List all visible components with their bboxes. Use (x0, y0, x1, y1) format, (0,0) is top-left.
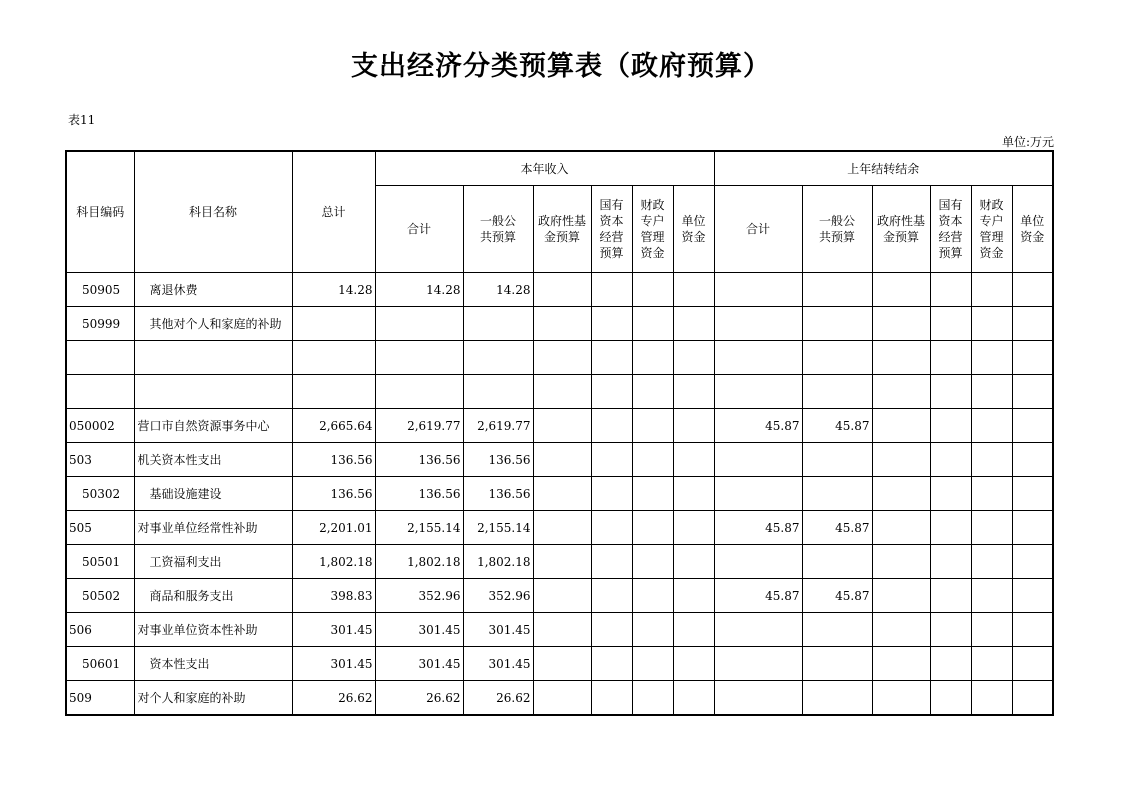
table-row (66, 613, 1053, 647)
cell-cur-fund (533, 545, 591, 579)
cell-cur-sum: 1,802.18 (375, 545, 463, 579)
cell-co-fund (872, 341, 930, 375)
cell-co-fiscal (971, 443, 1012, 477)
cell-co-fund (872, 443, 930, 477)
cell-co-sum: 45.87 (714, 409, 802, 443)
cell-name: 对事业单位经常性补助 (134, 511, 292, 545)
table-row (66, 579, 1053, 613)
cell-co-state (930, 443, 971, 477)
cell-co-fund (872, 375, 930, 409)
cell-cur-unit (673, 647, 714, 681)
cell-cur-state (591, 681, 632, 716)
cell-cur-unit (673, 545, 714, 579)
cell-cur-fiscal (632, 307, 673, 341)
cell-total: 398.83 (292, 579, 375, 613)
cell-co-fund (872, 477, 930, 511)
cell-code: 50302 (66, 477, 134, 511)
cell-co-fund (872, 307, 930, 341)
cell-total: 26.62 (292, 681, 375, 716)
cell-cur-fund (533, 307, 591, 341)
cell-cur-fiscal (632, 579, 673, 613)
cell-co-unit (1012, 375, 1053, 409)
cell-name: 商品和服务支出 (134, 579, 292, 613)
cell-cur-fund (533, 273, 591, 307)
cell-cur-state (591, 307, 632, 341)
cell-co-sum (714, 545, 802, 579)
cell-co-general: 45.87 (802, 579, 872, 613)
cell-total: 14.28 (292, 273, 375, 307)
cell-cur-unit (673, 579, 714, 613)
cell-co-unit (1012, 545, 1053, 579)
cell-cur-sum: 136.56 (375, 443, 463, 477)
cell-co-fiscal (971, 511, 1012, 545)
cell-cur-unit (673, 681, 714, 716)
cell-code: 509 (66, 681, 134, 716)
cell-name: 资本性支出 (134, 647, 292, 681)
cell-co-general (802, 307, 872, 341)
cell-co-unit (1012, 613, 1053, 647)
cell-cur-state (591, 647, 632, 681)
cell-co-unit (1012, 647, 1053, 681)
cell-co-state (930, 409, 971, 443)
cell-cur-sum (375, 375, 463, 409)
table-number: 表11 (68, 113, 96, 127)
table-row (66, 409, 1053, 443)
cell-cur-state (591, 511, 632, 545)
cell-cur-unit (673, 341, 714, 375)
cell-co-general (802, 477, 872, 511)
header-co-fund: 政府性基金预算 (872, 186, 930, 273)
cell-cur-fund (533, 409, 591, 443)
cell-cur-state (591, 273, 632, 307)
cell-co-general (802, 681, 872, 716)
cell-cur-unit (673, 613, 714, 647)
cell-cur-sum: 352.96 (375, 579, 463, 613)
cell-cur-state (591, 443, 632, 477)
cell-name: 工资福利支出 (134, 545, 292, 579)
budget-table (65, 150, 1054, 716)
cell-co-fiscal (971, 307, 1012, 341)
header-co-fiscal: 财政专户管理资金 (971, 186, 1012, 273)
cell-cur-unit (673, 511, 714, 545)
cell-cur-general: 2,155.14 (463, 511, 533, 545)
cell-code: 50905 (66, 273, 134, 307)
table-row (66, 681, 1053, 716)
cell-co-sum (714, 307, 802, 341)
cell-code: 50502 (66, 579, 134, 613)
cell-co-fiscal (971, 341, 1012, 375)
cell-name: 对个人和家庭的补助 (134, 681, 292, 716)
cell-co-sum: 45.87 (714, 511, 802, 545)
cell-co-general (802, 375, 872, 409)
cell-co-unit (1012, 579, 1053, 613)
table-row (66, 341, 1053, 375)
cell-co-fund (872, 681, 930, 716)
cell-co-fiscal (971, 409, 1012, 443)
header-name: 科目名称 (134, 151, 292, 273)
cell-cur-fiscal (632, 613, 673, 647)
cell-total: 2,665.64 (292, 409, 375, 443)
cell-total: 136.56 (292, 477, 375, 511)
cell-cur-general: 26.62 (463, 681, 533, 716)
cell-co-sum (714, 477, 802, 511)
cell-cur-unit (673, 375, 714, 409)
cell-cur-general: 352.96 (463, 579, 533, 613)
cell-cur-fiscal (632, 477, 673, 511)
cell-cur-general: 301.45 (463, 613, 533, 647)
cell-co-state (930, 375, 971, 409)
cell-cur-fund (533, 341, 591, 375)
cell-name: 营口市自然资源事务中心 (134, 409, 292, 443)
cell-name: 其他对个人和家庭的补助 (134, 307, 292, 341)
cell-co-state (930, 613, 971, 647)
cell-cur-fiscal (632, 409, 673, 443)
cell-co-fiscal (971, 375, 1012, 409)
cell-cur-fund (533, 579, 591, 613)
cell-co-sum (714, 443, 802, 477)
cell-co-state (930, 477, 971, 511)
cell-cur-unit (673, 443, 714, 477)
header-row-top (66, 151, 1053, 186)
cell-cur-sum: 14.28 (375, 273, 463, 307)
cell-co-state (930, 545, 971, 579)
cell-co-general: 45.87 (802, 511, 872, 545)
cell-cur-sum (375, 341, 463, 375)
header-co-state: 国有资本经营预算 (930, 186, 971, 273)
cell-cur-sum: 26.62 (375, 681, 463, 716)
table-row (66, 307, 1053, 341)
cell-cur-general: 136.56 (463, 443, 533, 477)
cell-co-sum: 45.87 (714, 579, 802, 613)
cell-co-sum (714, 273, 802, 307)
cell-co-fund (872, 613, 930, 647)
cell-cur-fiscal (632, 341, 673, 375)
cell-co-fund (872, 545, 930, 579)
header-code: 科目编码 (66, 151, 134, 273)
cell-co-state (930, 273, 971, 307)
cell-cur-fiscal (632, 511, 673, 545)
cell-total: 136.56 (292, 443, 375, 477)
cell-cur-fiscal (632, 545, 673, 579)
table-row (66, 477, 1053, 511)
cell-co-fund (872, 511, 930, 545)
table-row (66, 647, 1053, 681)
cell-cur-fund (533, 443, 591, 477)
cell-cur-general: 136.56 (463, 477, 533, 511)
cell-co-sum (714, 375, 802, 409)
header-cur-fiscal: 财政专户管理资金 (632, 186, 673, 273)
cell-name: 机关资本性支出 (134, 443, 292, 477)
table-row (66, 375, 1053, 409)
cell-cur-sum: 2,155.14 (375, 511, 463, 545)
cell-total: 301.45 (292, 613, 375, 647)
table-row (66, 545, 1053, 579)
cell-co-sum (714, 647, 802, 681)
cell-name: 基础设施建设 (134, 477, 292, 511)
header-total: 总计 (292, 151, 375, 273)
cell-co-fiscal (971, 647, 1012, 681)
cell-co-sum (714, 341, 802, 375)
cell-cur-general: 1,802.18 (463, 545, 533, 579)
header-cur-state: 国有资本经营预算 (591, 186, 632, 273)
cell-co-fiscal (971, 477, 1012, 511)
cell-cur-state (591, 341, 632, 375)
cell-co-unit (1012, 511, 1053, 545)
header-cur-fund: 政府性基金预算 (533, 186, 591, 273)
table-row (66, 511, 1053, 545)
cell-name (134, 341, 292, 375)
cell-cur-fund (533, 613, 591, 647)
cell-cur-state (591, 409, 632, 443)
cell-co-general (802, 545, 872, 579)
cell-name (134, 375, 292, 409)
cell-co-state (930, 341, 971, 375)
cell-co-general (802, 613, 872, 647)
cell-total (292, 341, 375, 375)
cell-co-sum (714, 681, 802, 716)
cell-co-state (930, 647, 971, 681)
cell-cur-sum: 301.45 (375, 613, 463, 647)
cell-code: 50999 (66, 307, 134, 341)
cell-code: 50501 (66, 545, 134, 579)
cell-cur-sum: 2,619.77 (375, 409, 463, 443)
cell-cur-fiscal (632, 647, 673, 681)
cell-co-unit (1012, 273, 1053, 307)
cell-cur-state (591, 477, 632, 511)
cell-total: 1,802.18 (292, 545, 375, 579)
cell-code: 503 (66, 443, 134, 477)
cell-co-general (802, 443, 872, 477)
cell-cur-general: 301.45 (463, 647, 533, 681)
header-current-income: 本年收入 (375, 151, 714, 186)
cell-cur-fund (533, 647, 591, 681)
cell-total: 2,201.01 (292, 511, 375, 545)
cell-co-fund (872, 273, 930, 307)
cell-cur-sum (375, 307, 463, 341)
cell-co-unit (1012, 409, 1053, 443)
cell-cur-general (463, 341, 533, 375)
cell-total (292, 375, 375, 409)
cell-cur-state (591, 375, 632, 409)
cell-cur-fund (533, 681, 591, 716)
table-row (66, 273, 1053, 307)
cell-co-general (802, 647, 872, 681)
cell-code: 506 (66, 613, 134, 647)
cell-code: 50601 (66, 647, 134, 681)
cell-code: 505 (66, 511, 134, 545)
cell-co-fiscal (971, 613, 1012, 647)
cell-co-general (802, 341, 872, 375)
cell-co-state (930, 307, 971, 341)
cell-cur-state (591, 579, 632, 613)
header-cur-sum: 合计 (375, 186, 463, 273)
cell-co-state (930, 511, 971, 545)
cell-cur-fiscal (632, 375, 673, 409)
cell-co-fiscal (971, 273, 1012, 307)
cell-co-fiscal (971, 681, 1012, 716)
cell-co-fund (872, 579, 930, 613)
cell-co-fiscal (971, 579, 1012, 613)
cell-cur-fund (533, 511, 591, 545)
cell-cur-fund (533, 375, 591, 409)
page-title: 支出经济分类预算表（政府预算） (351, 51, 771, 82)
header-co-general: 一般公共预算 (802, 186, 872, 273)
cell-cur-fiscal (632, 273, 673, 307)
cell-co-unit (1012, 681, 1053, 716)
cell-co-state (930, 681, 971, 716)
header-cur-unit: 单位资金 (673, 186, 714, 273)
cell-code (66, 341, 134, 375)
table-row (66, 443, 1053, 477)
cell-co-fiscal (971, 545, 1012, 579)
cell-cur-general: 2,619.77 (463, 409, 533, 443)
cell-code (66, 375, 134, 409)
cell-co-fund (872, 409, 930, 443)
cell-co-unit (1012, 443, 1053, 477)
cell-co-state (930, 579, 971, 613)
cell-cur-fund (533, 477, 591, 511)
header-cur-general: 一般公共预算 (463, 186, 533, 273)
cell-cur-state (591, 613, 632, 647)
cell-cur-unit (673, 409, 714, 443)
cell-cur-sum: 136.56 (375, 477, 463, 511)
cell-co-general (802, 273, 872, 307)
cell-co-unit (1012, 341, 1053, 375)
cell-cur-unit (673, 307, 714, 341)
cell-cur-state (591, 545, 632, 579)
header-co-sum: 合计 (714, 186, 802, 273)
cell-cur-unit (673, 273, 714, 307)
cell-co-sum (714, 613, 802, 647)
cell-cur-unit (673, 477, 714, 511)
cell-cur-general: 14.28 (463, 273, 533, 307)
cell-name: 离退休费 (134, 273, 292, 307)
cell-co-fund (872, 647, 930, 681)
cell-cur-fiscal (632, 443, 673, 477)
cell-cur-general (463, 307, 533, 341)
cell-total: 301.45 (292, 647, 375, 681)
cell-total (292, 307, 375, 341)
cell-co-unit (1012, 307, 1053, 341)
cell-cur-sum: 301.45 (375, 647, 463, 681)
unit-label: 单位:万元 (1001, 135, 1054, 149)
header-carryover: 上年结转结余 (714, 151, 1053, 186)
cell-name: 对事业单位资本性补助 (134, 613, 292, 647)
cell-co-unit (1012, 477, 1053, 511)
cell-code: 050002 (66, 409, 134, 443)
header-co-unit: 单位资金 (1012, 186, 1053, 273)
cell-cur-general (463, 375, 533, 409)
cell-co-general: 45.87 (802, 409, 872, 443)
cell-cur-fiscal (632, 681, 673, 716)
